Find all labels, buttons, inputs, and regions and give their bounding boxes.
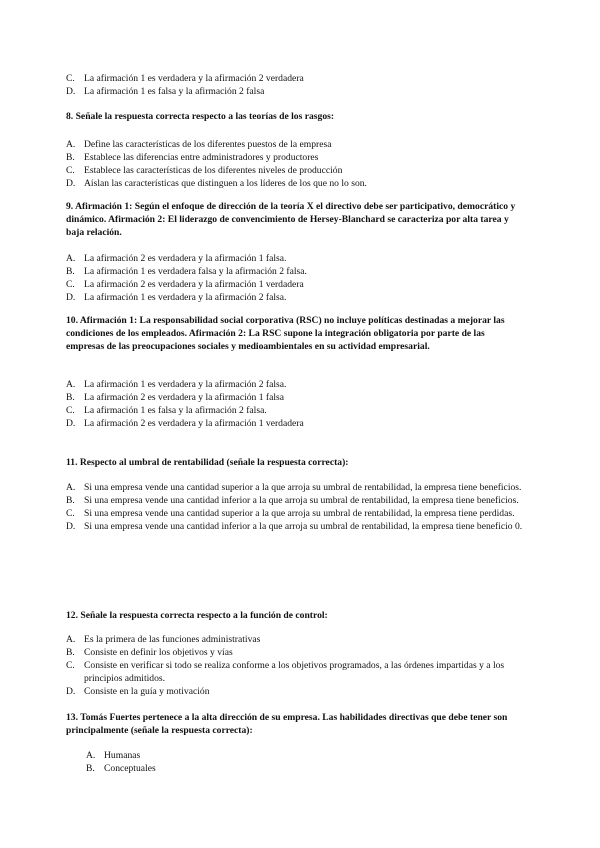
- question-11-options: [66, 481, 526, 533]
- option-d: D. La afirmación 2 es verdadera y la afirmación 1 verdadera: [66, 418, 304, 429]
- option-d: D. Aíslan las características que distinguen a los líderes de los que no lo son.: [66, 178, 367, 189]
- option-a: A. La afirmación 1 es verdadera y la afirmación 2 falsa.: [66, 379, 287, 390]
- question-9-options: [66, 252, 526, 304]
- option-d: D. La afirmación 1 es verdadera y la afirmación 2 falsa.: [66, 292, 287, 303]
- question-10: 10. Afirmación 1: La responsabilidad social corporativa (RSC) no incluye políticas destinadas a mejorar las condiciones de los empleados. Afirmación 2: La RSC supone la integración obligatoria por parte de las empresas de las preocupaciones sociales y medioambientales en su actividad empresarial.: [66, 315, 505, 353]
- question-8-options: [66, 138, 526, 190]
- option-c: C. Establece las características de los diferentes niveles de producción: [66, 165, 343, 176]
- question-8: 8. Señale la respuesta correcta respecto a las teorías de los rasgos:: [66, 111, 335, 122]
- question-12-options: [66, 633, 526, 698]
- option-b: B. Conceptuales: [86, 763, 156, 774]
- prev-question-options: [66, 72, 526, 98]
- option-a: A. Define las características de los diferentes puestos de la empresa: [66, 139, 332, 150]
- option-b: B. La afirmación 1 es verdadera falsa y la afirmación 2 falsa.: [66, 266, 307, 277]
- option-a: A. La afirmación 2 es verdadera y la afirmación 1 falsa.: [66, 253, 287, 264]
- question-13-options: [86, 749, 546, 775]
- option-c: C. Consiste en verificar si todo se realiza conforme a los objetivos programados, a las órdenes impartidas y a los principios admitidos.: [66, 660, 505, 684]
- option-b: B. Establece las diferencias entre administradores y productores: [66, 152, 319, 163]
- option-c: C. La afirmación 2 es verdadera y la afirmación 1 verdadera: [66, 279, 304, 290]
- option-b: B. La afirmación 2 es verdadera y la afirmación 1 falsa: [66, 392, 285, 403]
- option-a: A. Es la primera de las funciones administrativas: [66, 634, 261, 645]
- option-c: C. Si una empresa vende una cantidad superior a la que arroja su umbral de rentabilidad, la empresa tiene perdidas.: [66, 508, 515, 519]
- option-d: D. Consiste en la guía y motivación: [66, 686, 210, 697]
- option-a: A. Si una empresa vende una cantidad superior a la que arroja su umbral de rentabilidad, la empresa tiene beneficios.: [66, 482, 522, 493]
- question-9: 9. Afirmación 1: Según el enfoque de dirección de la teoría X el directivo debe ser participativo, democrático y dinámico. Afirmación 2: El liderazgo de convencimiento de Hersey-Blanchard se caracteriza por alta tarea y baja relación.: [66, 201, 516, 239]
- question-11: 11. Respecto al umbral de rentabilidad (señale la respuesta correcta):: [66, 457, 349, 468]
- option-b: B. Consiste en definir los objetivos y vías: [66, 647, 233, 658]
- option-c: C. La afirmación 1 es verdadera y la afirmación 2 verdadera: [66, 73, 304, 84]
- option-b: B. Si una empresa vende una cantidad inferior a la que arroja su umbral de rentabilidad, la empresa tiene beneficios.: [66, 495, 519, 506]
- option-c: C. La afirmación 1 es falsa y la afirmación 2 falsa.: [66, 405, 267, 416]
- option-d: D. Si una empresa vende una cantidad inferior a la que arroja su umbral de rentabilidad, la empresa tiene beneficio 0.: [66, 521, 523, 532]
- question-10-options: [66, 378, 526, 430]
- question-13: 13. Tomás Fuertes pertenece a la alta dirección de su empresa. Las habilidades directivas que debe tener son principalmente (señale la respuesta correcta):: [66, 712, 508, 737]
- question-12: 12. Señale la respuesta correcta respecto a la función de control:: [66, 610, 328, 621]
- option-a: A. Humanas: [86, 750, 141, 761]
- option-d: D. La afirmación 1 es falsa y la afirmación 2 falsa: [66, 86, 265, 97]
